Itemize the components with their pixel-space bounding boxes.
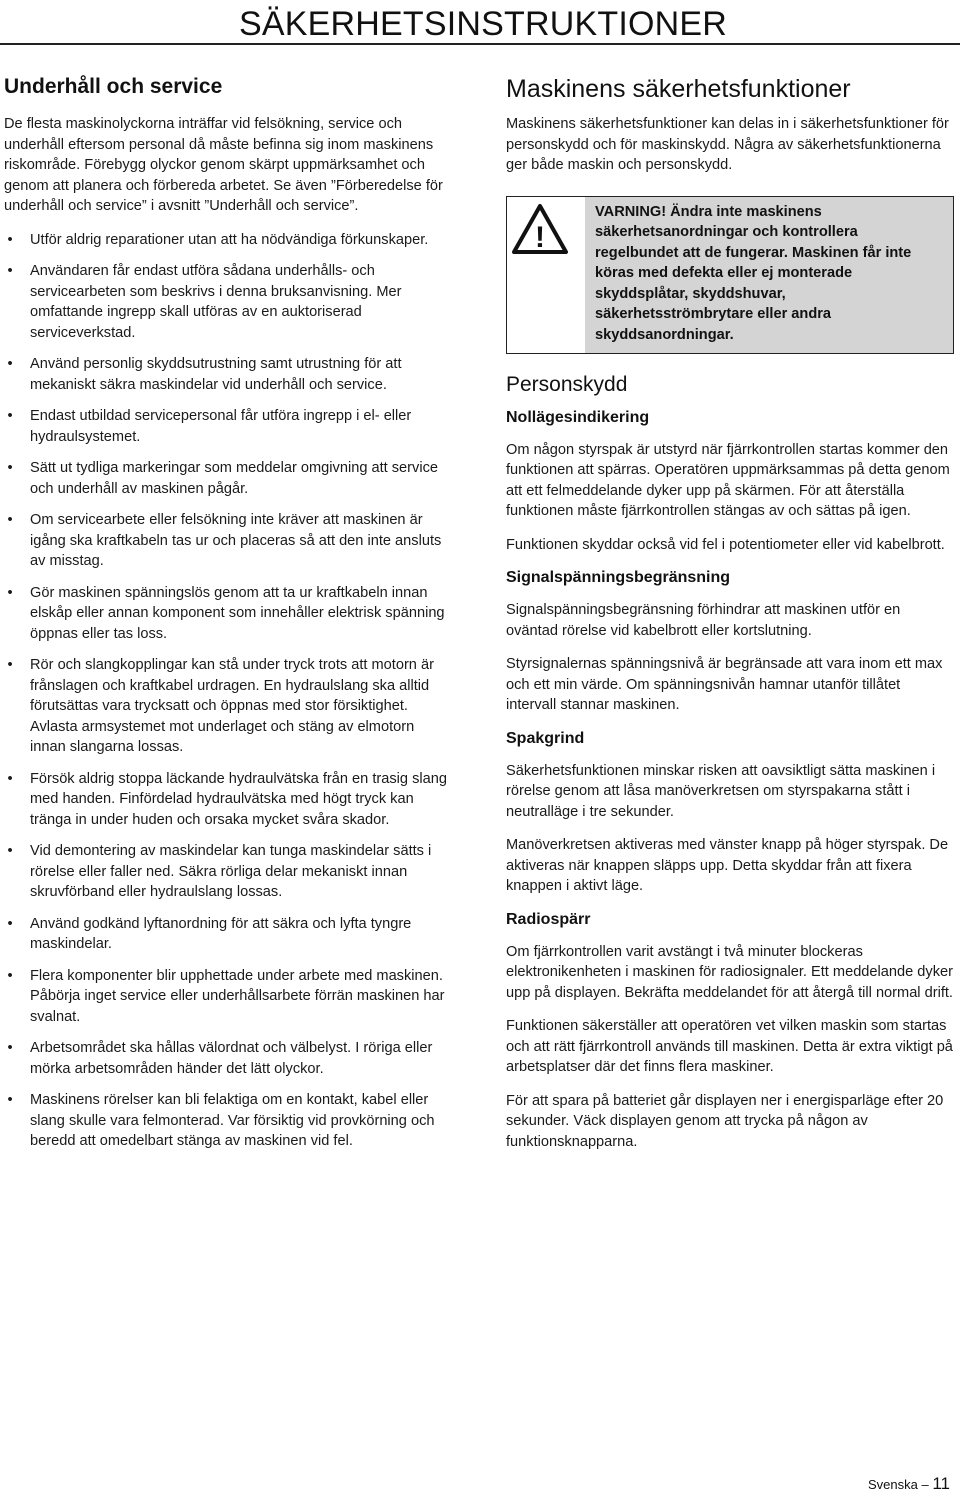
subsection-paragraph: Signalspänningsbegränsning förhindrar att maskinen utför en oväntad rörelse vid kabelbrott eller kortslutning.	[506, 602, 901, 639]
list-item	[4, 261, 450, 343]
bullet-marker: •	[7, 584, 13, 601]
bullet-marker: •	[7, 657, 13, 673]
footer-language: Svenska	[867, 1477, 918, 1492]
list-item	[4, 769, 450, 831]
list-item-text: Använd godkänd lyftanordning för att säkra och lyfta tyngre maskindelar.	[30, 915, 412, 952]
list-item-text: Använd personlig skyddsutrustning samt utrustning för att mekaniskt säkra maskindelar vid underhåll och service.	[30, 356, 402, 393]
list-item-text: Rör och slangkopplingar kan stå under tryck trots att motorn är frånslagen och kraftkabel urdragen. En hydraulslang ska alltid förutsättas vara trycksatt och öppnas med stor försiktighet. Avlasta armsystemet mot underlaget och stäng av elmotorn innan slangarna lossas.	[30, 657, 434, 755]
list-item	[4, 914, 450, 955]
list-item-text: Endast utbildad servicepersonal får utföra ingrepp i el- eller hydraulsystemet.	[30, 408, 412, 445]
list-item	[4, 655, 450, 758]
subsection-heading: Spakgrind	[506, 729, 585, 747]
section-heading-maintenance: Underhåll och service	[4, 75, 223, 98]
list-item	[4, 230, 450, 251]
subsection-heading: Radiospärr	[506, 910, 591, 928]
right-column	[506, 74, 954, 1165]
warning-box	[506, 196, 954, 354]
list-item-text: Användaren får endast utföra sådana underhålls- och servicearbeten som beskrivs i denna bruksanvisning. Mer omfattande ingrepp skall utföras av en auktoriserad serviceverkstad.	[30, 263, 402, 341]
personal-protection-subsections	[506, 408, 954, 1153]
warning-exclamation-glyph: !	[535, 220, 545, 254]
subsection-heading: Nollägesindikering	[506, 408, 650, 426]
list-item-text: Utför aldrig reparationer utan att ha nödvändiga förkunskaper.	[30, 231, 429, 248]
bullet-marker: •	[7, 356, 13, 372]
list-item	[4, 1038, 450, 1079]
bullet-marker: •	[7, 1092, 13, 1108]
bullet-marker: •	[7, 460, 13, 476]
subsection-paragraph: Funktionen säkerställer att operatören vet vilken maskin som startas och att rätt fjärrkontroll används till maskinen. Detta är extra viktigt på arbetsplatser där det finns flera maskiner.	[506, 1018, 953, 1075]
list-item	[4, 966, 450, 1028]
bullet-marker: •	[7, 512, 13, 528]
bullet-marker: •	[7, 770, 13, 787]
left-column	[4, 74, 450, 1163]
list-item-text: Om servicearbete eller felsökning inte kräver att maskinen är igång ska kraftkabeln tas ur och placeras så att den inte ansluts av misstag.	[30, 512, 442, 569]
list-item-text: Vid demontering av maskindelar kan tunga maskindelar sätts i rörelse eller faller ned. Säkra rörliga delar mekaniskt innan skruvförband eller hydraulslang lossas.	[30, 843, 432, 900]
section-heading-safety-functions: Maskinens säkerhetsfunktioner	[506, 75, 851, 103]
section-heading-personal-protection: Personskydd	[506, 372, 628, 396]
bullet-marker: •	[7, 231, 13, 248]
subsection-paragraph: Säkerhetsfunktionen minskar risken att oavsiktligt sätta maskinen i rörelse genom att låsa manöverkretsen om styrspakarna stått i neutralläge i tre sekunder.	[506, 762, 936, 820]
subsection-paragraph: Om någon styrspak är utstyrd när fjärrkontrollen startas kommer den funktionen att spärras. Operatören uppmärksammas på detta genom att ett felmeddelande dyker upp på skärmen. För att återställa funktionen måste fjärrkontrollen stängas av och sättas på igen.	[506, 441, 950, 519]
bullet-marker: •	[7, 263, 13, 279]
subsection-paragraph: Manöverkretsen aktiveras med vänster knapp på höger styrspak. De aktiveras när knappen släpps upp. Detta skyddar från att fixera knappen i aktivt läge.	[506, 837, 949, 894]
maintenance-bullet-list	[4, 230, 450, 1152]
list-item-text: Sätt ut tydliga markeringar som meddelar omgivning att service och underhåll av maskinen pågår.	[30, 460, 438, 497]
subsection-paragraph: Styrsignalernas spänningsnivå är begränsade att vara inom ett max och ett min värde. Om spänningsnivån hamnar utanför tillåtet intervall stannar maskinen.	[506, 656, 943, 713]
list-item-text: Flera komponenter blir upphettade under arbete med maskinen. Påbörja inget service eller underhållsarbete förrän maskinen har svalnat.	[30, 967, 445, 1025]
footer-separator: –	[921, 1477, 929, 1492]
subsection-paragraph: Om fjärrkontrollen varit avstängt i två minuter blockeras elektronikenheten i maskinen för radiosignaler. Ett meddelande dyker upp på displayen. Bekräfta meddelandet för att återgå till normal drift.	[506, 943, 953, 1001]
list-item	[4, 583, 450, 645]
warning-text: VARNING! Ändra inte maskinens säkerhetsanordningar och kontrollera regelbundet att de fungerar. Maskinen får inte köras med defekta eller ej monterade skyddsplåtar, skyddshuvar, säkerhetsströmbrytare eller andra skyddsanordningar.	[585, 197, 953, 353]
list-item-text: Arbetsområdet ska hållas välordnat och välbelyst. I röriga eller mörka arbetsområden händer det lätt olyckor.	[30, 1040, 433, 1077]
header-rule	[0, 43, 960, 45]
bullet-marker: •	[7, 408, 13, 424]
list-item	[4, 406, 450, 447]
page-footer	[868, 1474, 950, 1494]
maintenance-intro: De flesta maskinolyckorna inträffar vid felsökning, service och underhåll eftersom personal då måste befinna sig inom maskinens riskområde. Förebygg olyckor genom skärpt uppmärksamhet och genom att planera och förbereda arbetet. Se även ”Förberedelse för underhåll och service” i avsnitt ”Underhåll och service”.	[4, 116, 443, 214]
safety-functions-intro: Maskinens säkerhetsfunktioner kan delas in i säkerhetsfunktioner för personskydd och för maskinskydd. Några av säkerhetsfunktionerna ger både maskin och personskydd.	[506, 116, 949, 173]
warning-icon-pane	[507, 197, 585, 353]
bullet-marker: •	[7, 843, 13, 859]
list-item	[4, 1090, 450, 1152]
list-item	[4, 841, 450, 903]
list-item-text: Försök aldrig stoppa läckande hydraulvätska från en trasig slang med handen. Finfördelad hydraulvätska med högt tryck kan tränga in under huden och orsaka mycket svåra skador.	[30, 770, 447, 828]
bullet-marker: •	[7, 967, 13, 984]
page-header-title: SÄKERHETSINSTRUKTIONER	[239, 5, 728, 43]
subsection-heading: Signalspänningsbegränsning	[506, 569, 731, 586]
subsection-paragraph: För att spara på batteriet går displayen ner i energisparläge efter 20 sekunder. Väck displayen genom att trycka på någon av funktionsknapparna.	[506, 1092, 944, 1150]
warning-triangle-icon	[511, 203, 569, 255]
bullet-marker: •	[7, 915, 13, 932]
list-item	[4, 354, 450, 395]
bullet-marker: •	[7, 1040, 13, 1056]
list-item	[4, 458, 450, 499]
subsection-paragraph: Funktionen skyddar också vid fel i potentiometer eller vid kabelbrott.	[506, 536, 945, 553]
list-item	[4, 510, 450, 572]
list-item-text: Maskinens rörelser kan bli felaktiga om en kontakt, kabel eller slang skulle vara felmonterad. Var försiktig vid provkörning och beredd att omedelbart stänga av maskinen vid fel.	[30, 1092, 435, 1149]
list-item-text: Gör maskinen spänningslös genom att ta ur kraftkabeln innan elskåp eller annan komponent som innehåller elektrisk spänning öppnas eller tas loss.	[30, 584, 445, 642]
page-number: 11	[932, 1474, 950, 1493]
